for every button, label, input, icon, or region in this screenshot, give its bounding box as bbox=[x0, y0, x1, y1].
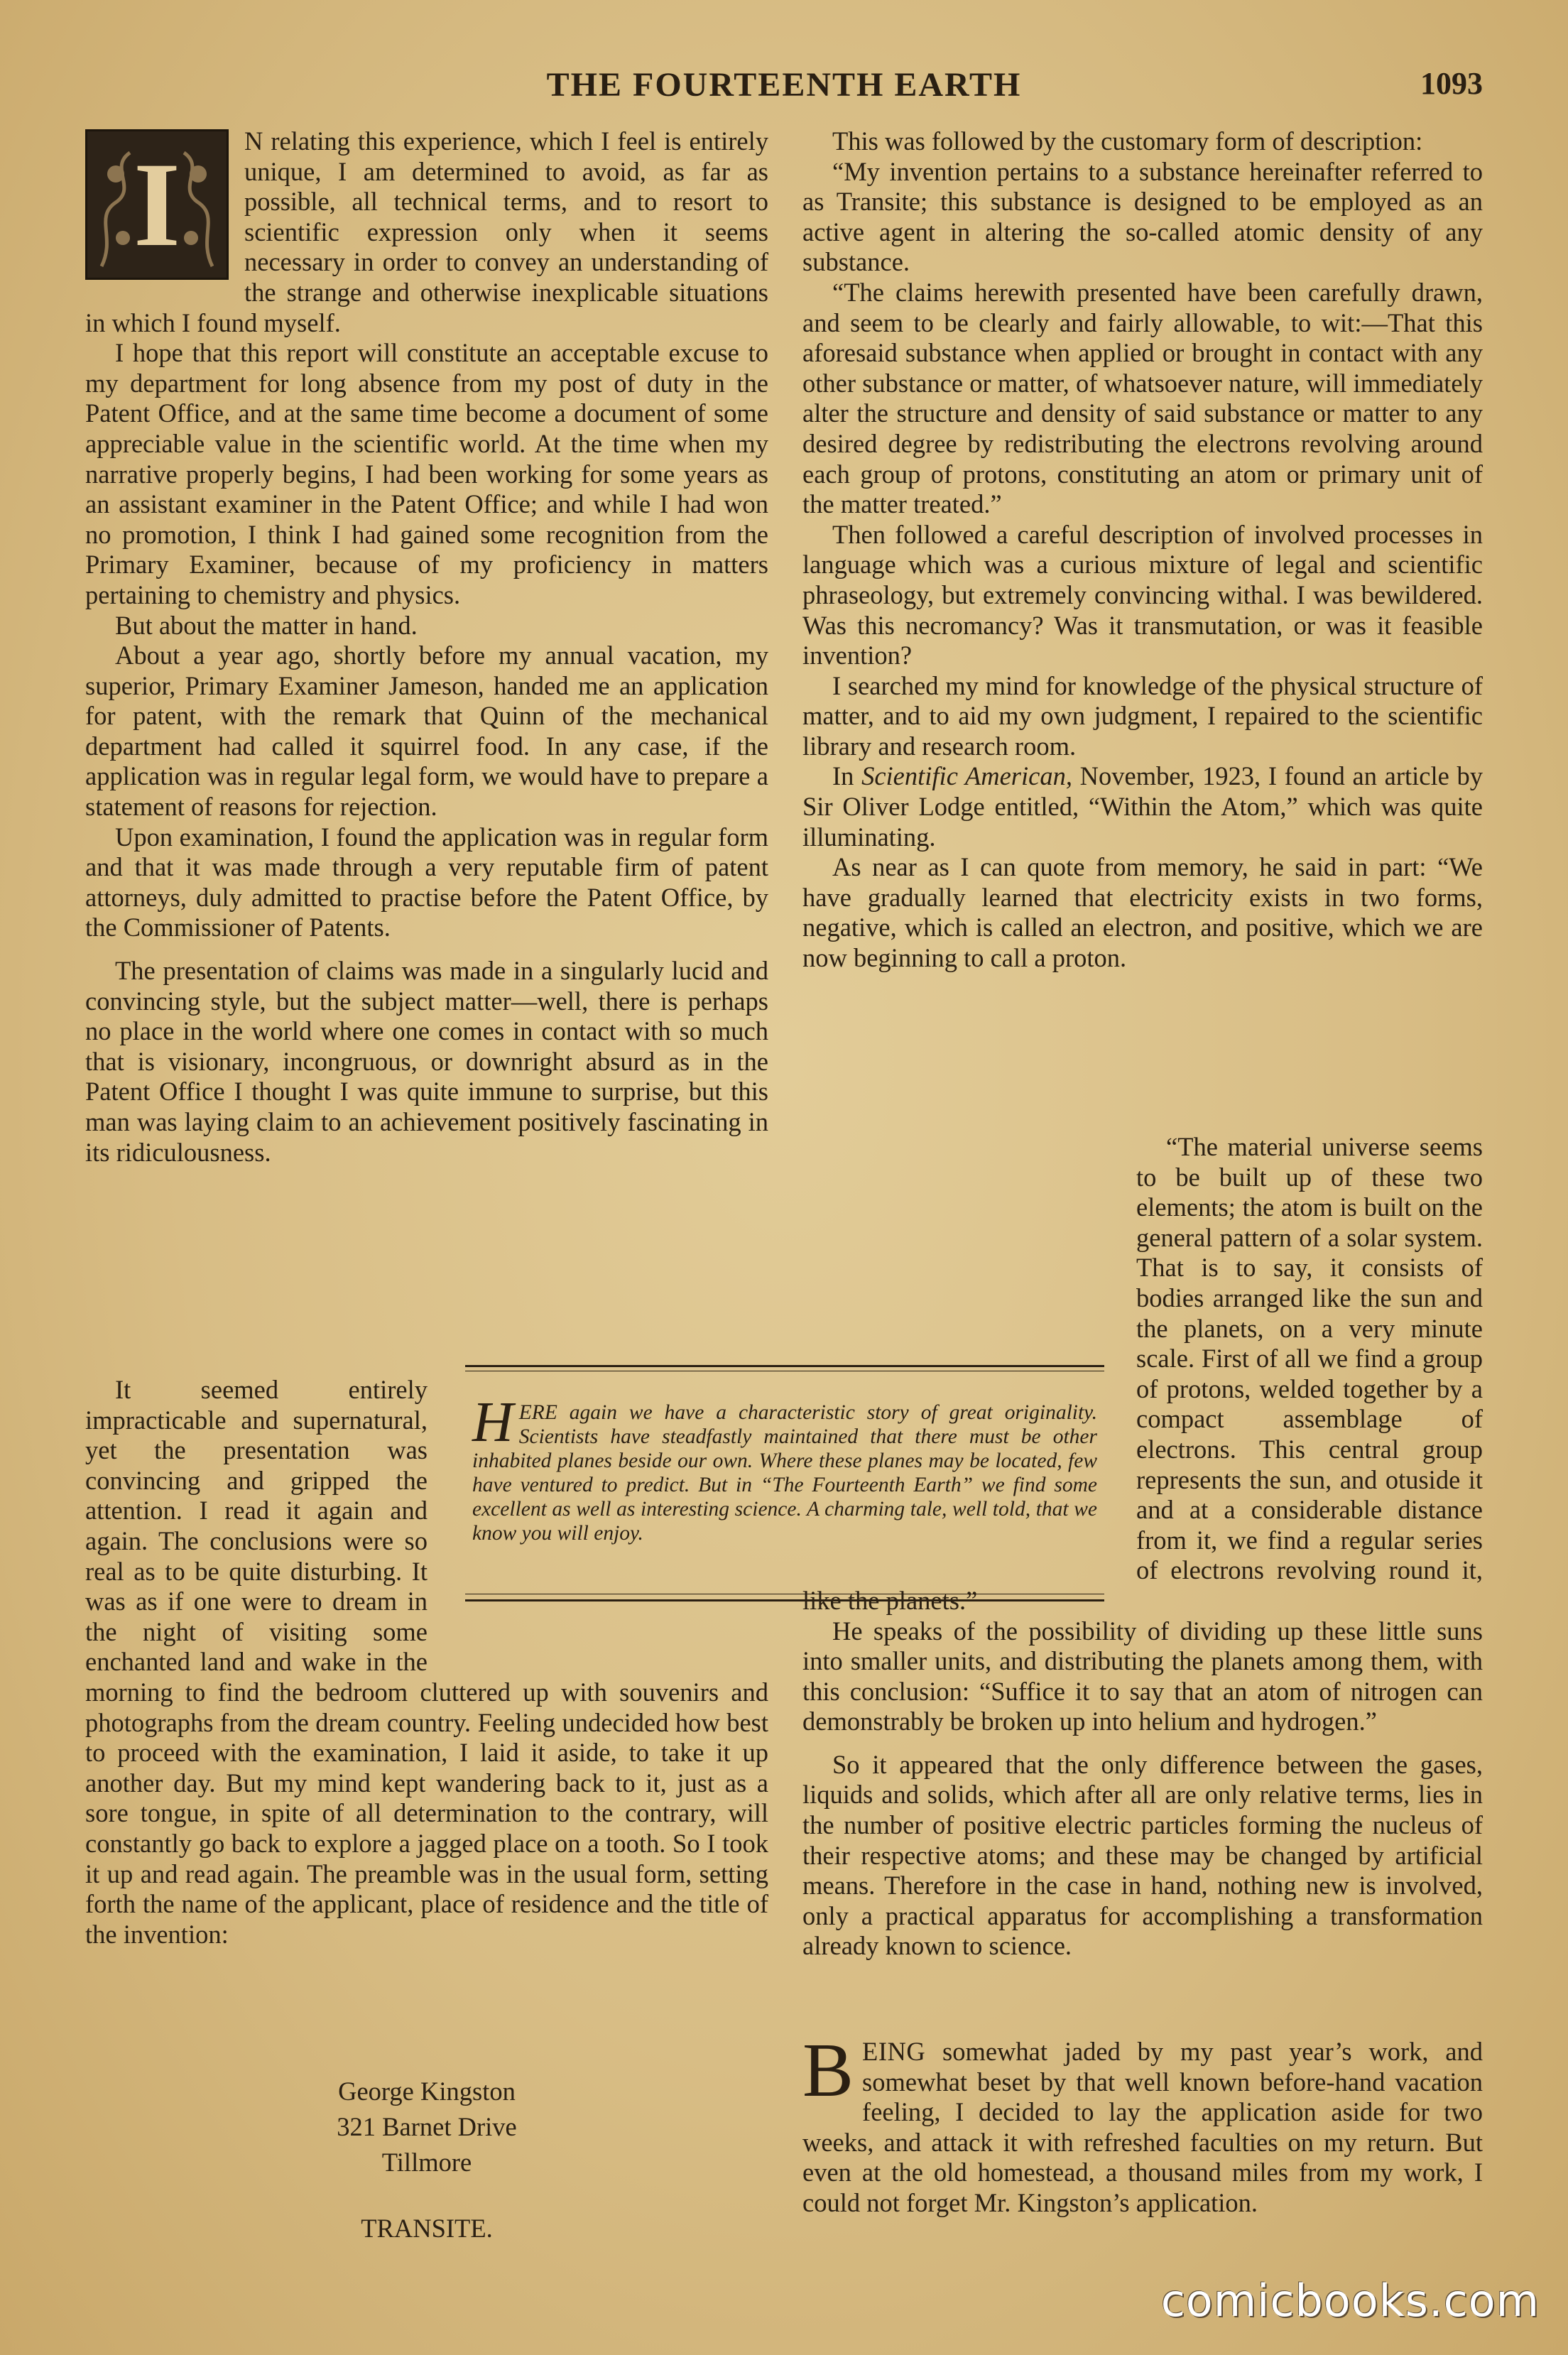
applicant-street: 321 Barnet Drive bbox=[337, 2112, 517, 2141]
right-column bbox=[802, 126, 1483, 986]
applicant-town: Tillmore bbox=[381, 2148, 472, 2177]
page-number: 1093 bbox=[1420, 66, 1483, 101]
editor-callout bbox=[465, 1356, 1104, 1612]
paragraph: As near as I can quote from memory, he said in part: “We have gradually learned that electricity exists in two forms, negative, which is called an electron, and positive, which we are now beginning to call a proton. bbox=[802, 852, 1483, 973]
paragraph: This was followed by the customary form of description: bbox=[832, 126, 1423, 156]
paragraph: Upon examination, I found the application was in regular form and that it was made through a very reputable firm of patent attorneys, duly admitted to practise before the Patent Office, by the Commissioner of Patents. bbox=[85, 822, 768, 942]
page-header bbox=[0, 65, 1568, 115]
signature-block bbox=[85, 2074, 768, 2180]
dropcap-ornament-icon bbox=[85, 129, 229, 280]
paragraph-text: The presentation of claims was made in a singularly lucid and convincing style, but the subject matter—well, there is perhaps no place in the world where one comes in contact with so much that is visionary, incongruous, or downright absurd as in the Patent Office I thought I was quite immune to surprise, but this man was laying claim to an achievement positively fascinating in its ridiculousness. bbox=[85, 956, 768, 1167]
rule bbox=[465, 1599, 1104, 1601]
paragraph: “The claims herewith presented have been carefully drawn, and seem to be clearly and fairly allowable, to wit:—That this aforesaid substance when applied or brought in contact with any other substance or matter, of whatsoever nature, will immediately alter the structure and density of said substance or matter to any desired degree by redistributing the electrons revolving around each group of protons, constituting an atom or primary unit of the matter treated.” bbox=[802, 277, 1483, 519]
running-title: THE FOURTEENTH EARTH bbox=[546, 66, 1022, 104]
ornamental-dropcap bbox=[85, 129, 227, 280]
paragraph-text: November, 1923, I found an article by Sir Oliver Lodge entitled, “Within the Atom,” which was quite illuminating. bbox=[802, 761, 1483, 852]
paragraph: So it appeared that the only difference between the gases, liquids and solids, which after all are only relative terms, lies in the number of positive electric particles forming the nucleus of their respective atoms; and these may be changed by artificial means. Therefore in the case in hand, nothing new is involved, only a practical apparatus for accomplishing a transformation already known to science. bbox=[802, 1749, 1483, 1961]
invention-title: TRANSITE. bbox=[361, 2214, 493, 2243]
applicant-name: George Kingston bbox=[338, 2077, 516, 2106]
magazine-title: Scientific American, bbox=[861, 761, 1072, 791]
section-lead: EING bbox=[862, 2037, 926, 2066]
paragraph: “My invention pertains to a substance hereinafter referred to as Transite; this substance is designed to be employed as an active agent in altering the so-called atomic density of any substance. bbox=[802, 156, 1483, 277]
section-two bbox=[802, 2028, 1483, 2219]
paragraph: I searched my mind for knowledge of the physical structure of matter, and to aid my own judgment, I repaired to the scientific library and research room. bbox=[802, 670, 1483, 761]
rule bbox=[465, 1365, 1104, 1367]
paragraph bbox=[802, 761, 1483, 852]
paragraph-text: In bbox=[832, 761, 862, 791]
paragraph bbox=[85, 956, 768, 1168]
dropcap-letter: I bbox=[133, 138, 181, 271]
watermark: comicbooks.com bbox=[1160, 2275, 1540, 2327]
callout-dropcap: H bbox=[472, 1391, 513, 1454]
section-dropcap: B bbox=[802, 2028, 854, 2113]
callout-body: ERE again we have a characteristic story of great originality. Scientists have steadfastly maintained that there must be other inhabited planes beside our own. Where these planes may be located, few have ventured to predict. But in “The Fourteenth Earth” we find some excellent as well as interesting science. A charming tale, well told, that we know you will enjoy. bbox=[472, 1401, 1097, 1545]
paragraph: About a year ago, shortly before my annual vacation, my superior, Primary Examiner Jameson, handed me an application for patent, with the remark that Quinn of the mechanical department had called it squirrel food. In any case, if the application was in regular legal form, we would have to prepare a statement of reasons for rejection. bbox=[85, 641, 768, 822]
paragraph: He speaks of the possibility of dividing up these little suns into smaller units, and distributing the planets among them, with this conclusion: “Suffice it to say that an atom of nitrogen can demonstrably be broken up into helium and hydrogen.” bbox=[802, 1616, 1483, 1736]
paragraph: I hope that this report will constitute an acceptable excuse to my department for long absence from my post of duty in the Patent Office, and at the same time become a document of some appreciable value in the scientific world. At the time when my narrative properly begins, I had been working for some years as an assistant examiner in the Patent Office; and while I had won no promotion, I think I had gained some recognition from the Primary Examiner, because of my proficiency in matters pertaining to chemistry and physics. bbox=[85, 338, 768, 609]
paragraph: Then followed a careful description of involved processes in language which was a curious mixture of legal and scientific phraseology, but extremely convincing withal. I was bewildered. Was this necromancy? Was it transmutation, or was it feasible invention? bbox=[802, 519, 1483, 670]
callout-text bbox=[472, 1391, 1097, 1545]
paragraph: N relating this experience, which I feel is entirely unique, I am determined to avoid, as far as possible, all technical terms, and to resort to scientific expression only when it seems necessary in order to convey an understanding of the strange and otherwise inexplicable situations in which I found myself. bbox=[85, 126, 768, 337]
paragraph: But about the matter in hand. bbox=[115, 610, 418, 640]
paragraph: It seemed entirely impracticable and supernatural, yet the presentation was convincing and gripped the attention. I read it again and again. The conclusions were so real as to be quite disturbing. It was as if one were to dream in the night of visiting some enchanted land and wake in the morning to find the bedroom cluttered up with souvenirs and photographs from the dream country. Feeling undecided how best to proceed with the examination, I laid it aside, to take it up another day. But my mind kept wandering back to it, just as a sore tongue, in spite of all determination to the contrary, will constantly go back to explore a jagged place on a tooth. So I took it up and read again. The preamble was in the usual form, setting forth the name of the applicant, place of residence and the title of the invention: bbox=[85, 1375, 768, 1949]
section-text: somewhat jaded by my past year’s work, and somewhat beset by that well known before-hand vacation feeling, I decided to lay the application aside for two weeks, and attack it with refreshed faculties on my return. But even at the old homestead, a thousand miles from my work, I could not forget Mr. Kingston’s application. bbox=[802, 2037, 1483, 2217]
left-column bbox=[85, 126, 768, 1168]
paragraph-text: “The material universe seems to be built up of these two elements; the atom is built on the general pattern of a solar system. That is to say, it consists of bodies arranged like the sun and the planets, on a very minute scale. First of all we find a group of protons, welded together by a compact assemblage of electrons. This central group represents the sun, and otuside it and at a considerable distance from it, we find a regular series of electrons revolving round it, like the planets.” bbox=[802, 1132, 1483, 1615]
